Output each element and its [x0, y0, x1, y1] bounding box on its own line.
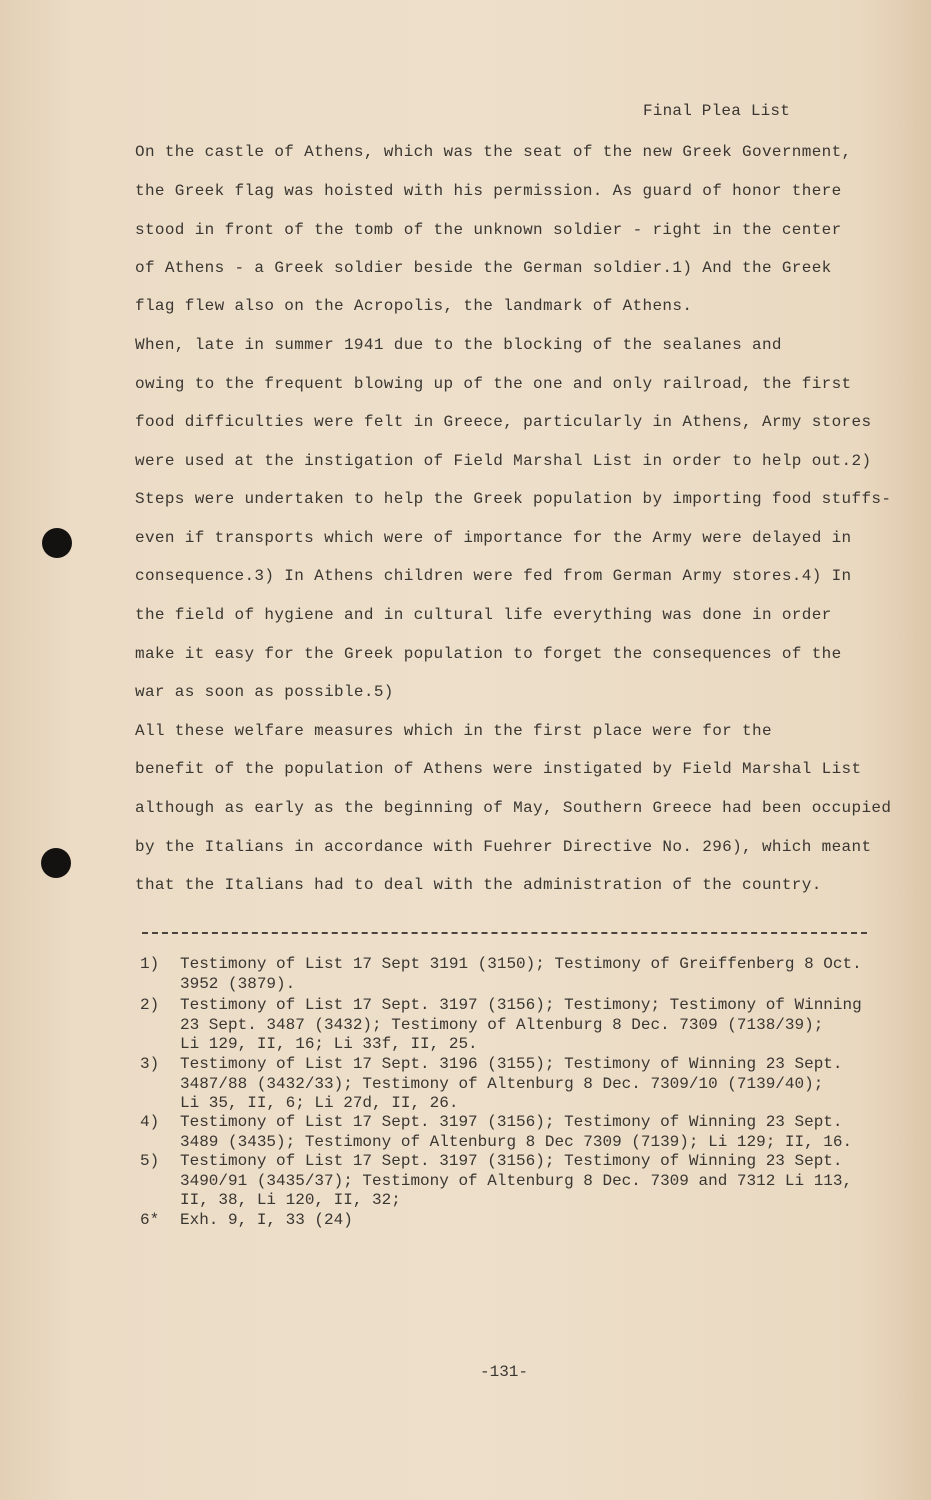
footnote-number: 1)	[140, 955, 160, 973]
footnote-text: Testimony of List 17 Sept. 3197 (3156); Testimony of Winning 23 Sept. 3490/91 (3435/37); Testimony of Altenburg 8 Dec. 7309 and 7312 Li 113, II, 38, Li 120, II, 32;	[180, 1152, 853, 1209]
body-line: make it easy for the Greek population to forget the consequences of the	[135, 645, 842, 663]
footnote	[140, 955, 875, 994]
body-line: the Greek flag was hoisted with his permission. As guard of honor there	[135, 182, 842, 200]
footnote	[140, 1211, 875, 1231]
body-line: that the Italians had to deal with the administration of the country.	[135, 876, 822, 894]
body-line: All these welfare measures which in the first place were for the	[135, 722, 772, 740]
body-line: were used at the instigation of Field Marshal List in order to help out.2)	[135, 452, 872, 470]
footnote	[140, 996, 875, 1055]
body-line: flag flew also on the Acropolis, the landmark of Athens.	[135, 297, 693, 315]
body-line: stood in front of the tomb of the unknown soldier - right in the center	[135, 221, 842, 239]
footnote-number: 2)	[140, 996, 160, 1014]
punch-hole-top	[42, 528, 72, 558]
footnote	[140, 1152, 875, 1211]
footnote	[140, 1113, 875, 1152]
body-line: by the Italians in accordance with Fuehrer Directive No. 296), which meant	[135, 838, 872, 856]
punch-hole-bottom	[41, 848, 71, 878]
page-number: -131-	[480, 1363, 529, 1381]
body-line: although as early as the beginning of May, Southern Greece had been occupied	[135, 799, 892, 817]
footnote-text: Testimony of List 17 Sept. 3196 (3155); Testimony of Winning 23 Sept. 3487/88 (3432/33); Testimony of Altenburg 8 Dec. 7309/10 (7139/40); Li 35, II, 6; Li 27d, II, 26.	[180, 1055, 843, 1112]
body-line: of Athens - a Greek soldier beside the German soldier.1) And the Greek	[135, 259, 832, 277]
body-line: consequence.3) In Athens children were fed from German Army stores.4) In	[135, 567, 852, 585]
body-line: On the castle of Athens, which was the seat of the new Greek Government,	[135, 143, 852, 161]
footnote-number: 4)	[140, 1113, 160, 1131]
footnote-text: Testimony of List 17 Sept. 3197 (3156); Testimony; Testimony of Winning 23 Sept. 3487 (3432); Testimony of Altenburg 8 Dec. 7309 (7138/39); Li 129, II, 16; Li 33f, II, 25.	[180, 996, 862, 1053]
body-line: food difficulties were felt in Greece, particularly in Athens, Army stores	[135, 413, 872, 431]
body-line: owing to the frequent blowing up of the one and only railroad, the first	[135, 375, 852, 393]
body-line: When, late in summer 1941 due to the blocking of the sealanes and	[135, 336, 782, 354]
body-line: benefit of the population of Athens were instigated by Field Marshal List	[135, 760, 862, 778]
body-line: war as soon as possible.5)	[135, 683, 394, 701]
footnote-text: Testimony of List 17 Sept. 3197 (3156); Testimony of Winning 23 Sept. 3489 (3435); Testimony of Altenburg 8 Dec 7309 (7139); Li 129; II, 16.	[180, 1113, 853, 1151]
page-header-title: Final Plea List	[643, 102, 791, 120]
footnote-text: Exh. 9, I, 33 (24)	[180, 1211, 353, 1229]
body-line: Steps were undertaken to help the Greek population by importing food stuffs-	[135, 490, 892, 508]
body-line: even if transports which were of importance for the Army were delayed in	[135, 529, 852, 547]
footnote-number: 3)	[140, 1055, 160, 1073]
footnote-separator	[142, 932, 867, 934]
footnote-text: Testimony of List 17 Sept 3191 (3150); Testimony of Greiffenberg 8 Oct. 3952 (3879).	[180, 955, 862, 993]
footnote	[140, 1055, 875, 1114]
body-line: the field of hygiene and in cultural life everything was done in order	[135, 606, 832, 624]
footnote-number: 6*	[140, 1211, 160, 1229]
footnote-number: 5)	[140, 1152, 160, 1170]
